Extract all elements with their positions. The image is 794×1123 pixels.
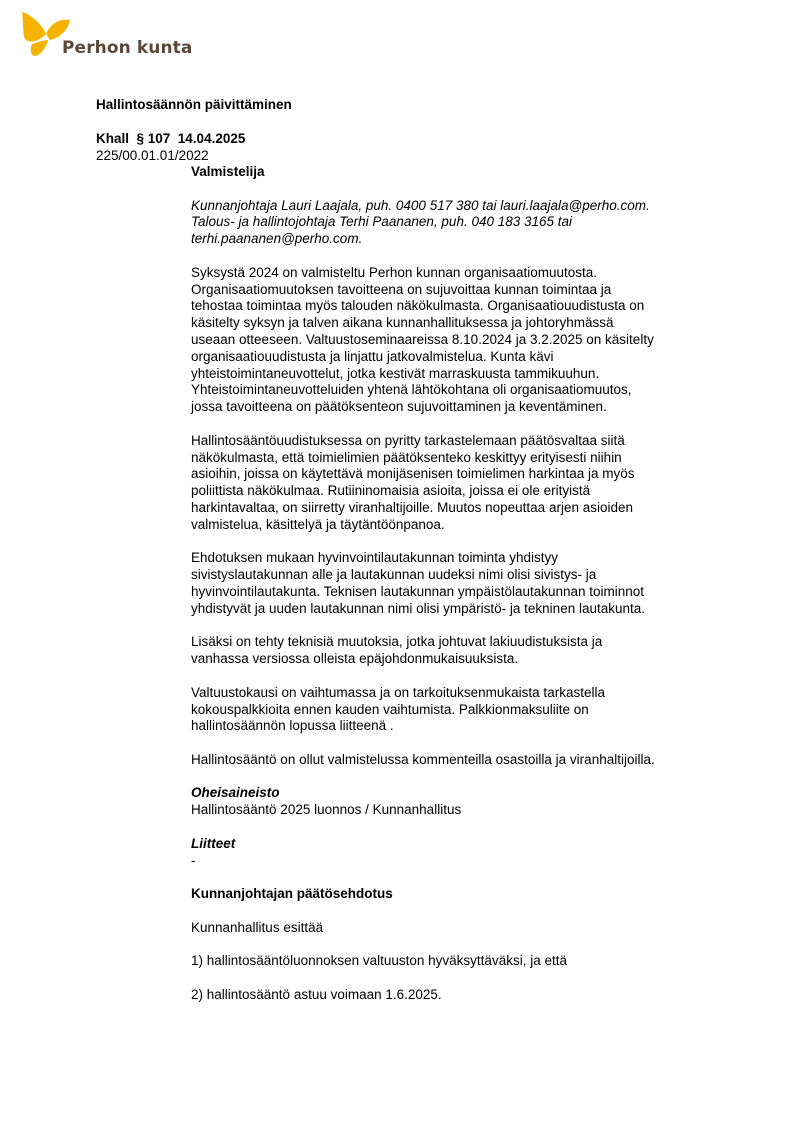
appendices-heading: Liitteet (191, 835, 236, 851)
attachments-info-section (191, 785, 751, 819)
municipality-name: Perhon kunta (62, 38, 193, 58)
text-line: yhteistoimintaneuvottelut, jotka kestivät marraskuusta tammikuuhun. (191, 365, 600, 381)
preparer-section (191, 164, 751, 181)
text-line: hallintosäännön lopussa liitteenä . (191, 718, 394, 734)
text-line: vanhassa versiossa olleista epäjohdonmukaisuuksista. (191, 651, 519, 667)
text-line: organisaatiouudistusta ja linjattu jatkovalmistelua. Kunta kävi (191, 348, 554, 364)
text-line: näkökulmasta, että toimielimien päätöksenteko keskittyy erityisesti niihin (191, 449, 622, 465)
text-line: Organisaatiomuutoksen tavoitteena on sujuvoittaa kunnan toimintaa ja (191, 281, 612, 297)
proposal-item-block (191, 953, 751, 970)
text-line: harkintavaltaa, on siirretty viranhaltijoille. Muutos nopeuttaa arjen asioiden (191, 499, 633, 515)
text-line: tehostaa toimintaa myös talouden näkökulmasta. Organisaatiouudistusta on (191, 298, 645, 314)
proposal-heading-block (191, 886, 751, 903)
appendices-section (191, 836, 751, 870)
text-line: käsitelty syksyn ja talven aikana kunnanhallituksessa ja johtoryhmässä (191, 315, 614, 331)
text-line: Syksystä 2024 on valmisteltu Perhon kunnan organisaatiomuutosta. (191, 264, 597, 280)
preparer-contacts (191, 198, 751, 248)
paragraph-fees (191, 685, 751, 735)
text-line: sivistyslautakunnan alle ja lautakunnan uudeksi nimi olisi sivistys- ja (191, 567, 597, 583)
text-line: Yhteistoimintaneuvotteluiden yhtenä lähtökohtana oli organisaatiomuutos, (191, 382, 632, 398)
text-line: poliittista näkökulmaa. Rutiininomaisia asioita, joissa ei ole erityistä (191, 483, 591, 499)
text-line: hyvinvointilautakunta. Teknisen lautakunnan ympäistölautakunnan toiminnot (191, 583, 645, 599)
paragraph-background (191, 265, 751, 416)
paragraph-technical-changes (191, 634, 751, 668)
proposal-heading: Kunnanjohtajan päätösehdotus (191, 886, 393, 902)
preparer-heading: Valmistelija (191, 164, 265, 179)
case-number: 225/00.01.01/2022 (96, 148, 209, 163)
attachments-info-heading: Oheisaineisto (191, 785, 280, 801)
text-line: kokouspalkkioita ennen kauden vaihtumista. Palkkionmaksuliite on (191, 701, 589, 717)
attachments-info-text: Hallintosääntö 2025 luonnos / Kunnanhallitus (191, 802, 462, 818)
text-line: useaan otteeseen. Valtuustoseminaareissa 8.10.2024 ja 3.2.2025 on käsitelty (191, 331, 654, 347)
paragraph-decision-power (191, 433, 751, 534)
proposal-item-block (191, 987, 751, 1004)
paragraph-committees (191, 550, 751, 617)
meeting-reference: Khall § 107 14.04.2025 (96, 131, 246, 146)
text-line: jossa tavoitteena on päätöksenteon sujuvoittaminen ja keventäminen. (191, 399, 607, 415)
appendices-text: - (191, 852, 196, 868)
proposal-item: 2) hallintosääntö astuu voimaan 1.6.2025. (191, 987, 442, 1003)
proposal-item: 1) hallintosääntöluonnoksen valtuuston hyväksyttäväksi, ja että (191, 953, 567, 969)
document-body (191, 164, 751, 1021)
preparer-line: Talous- ja hallintojohtaja Terhi Paananen, puh. 040 183 3165 tai (191, 214, 573, 230)
municipality-logo (20, 10, 193, 62)
text-line: Valtuustokausi on vaihtumassa ja on tarkoituksenmukaista tarkastella (191, 684, 605, 700)
text-line: valmistelua, käsittelyä ja täytäntöönpanoa. (191, 516, 445, 532)
text-line: Hallintosääntöuudistuksessa on pyritty tarkastelemaan päätösvaltaa siitä (191, 432, 625, 448)
text-line: Lisäksi on tehty teknisiä muutoksia, jotka johtuvat lakiuudistuksista ja (191, 634, 603, 650)
paragraph-comments (191, 752, 751, 769)
proposal-intro: Kunnanhallitus esittää (191, 919, 324, 935)
text-line: yhdistyvät ja uuden lautakunnan nimi olisi ympäristö- ja tekninen lautakunta. (191, 600, 646, 616)
proposal-intro-block (191, 920, 751, 937)
preparer-line: terhi.paananen@perho.com. (191, 231, 363, 247)
text-line: asioihin, joissa on käytettävä monijäsenisen toimielimen harkintaa ja myös (191, 466, 635, 482)
preparer-line: Kunnanjohtaja Lauri Laajala, puh. 0400 517 380 tai lauri.laajala@perho.com. (191, 197, 650, 213)
text-line: Hallintosääntö on ollut valmistelussa kommenteilla osastoilla ja viranhaltijoilla. (191, 751, 655, 767)
text-line: Ehdotuksen mukaan hyvinvointilautakunnan toiminta yhdistyy (191, 550, 558, 566)
document-title: Hallintosäännön päivittäminen (96, 97, 292, 112)
